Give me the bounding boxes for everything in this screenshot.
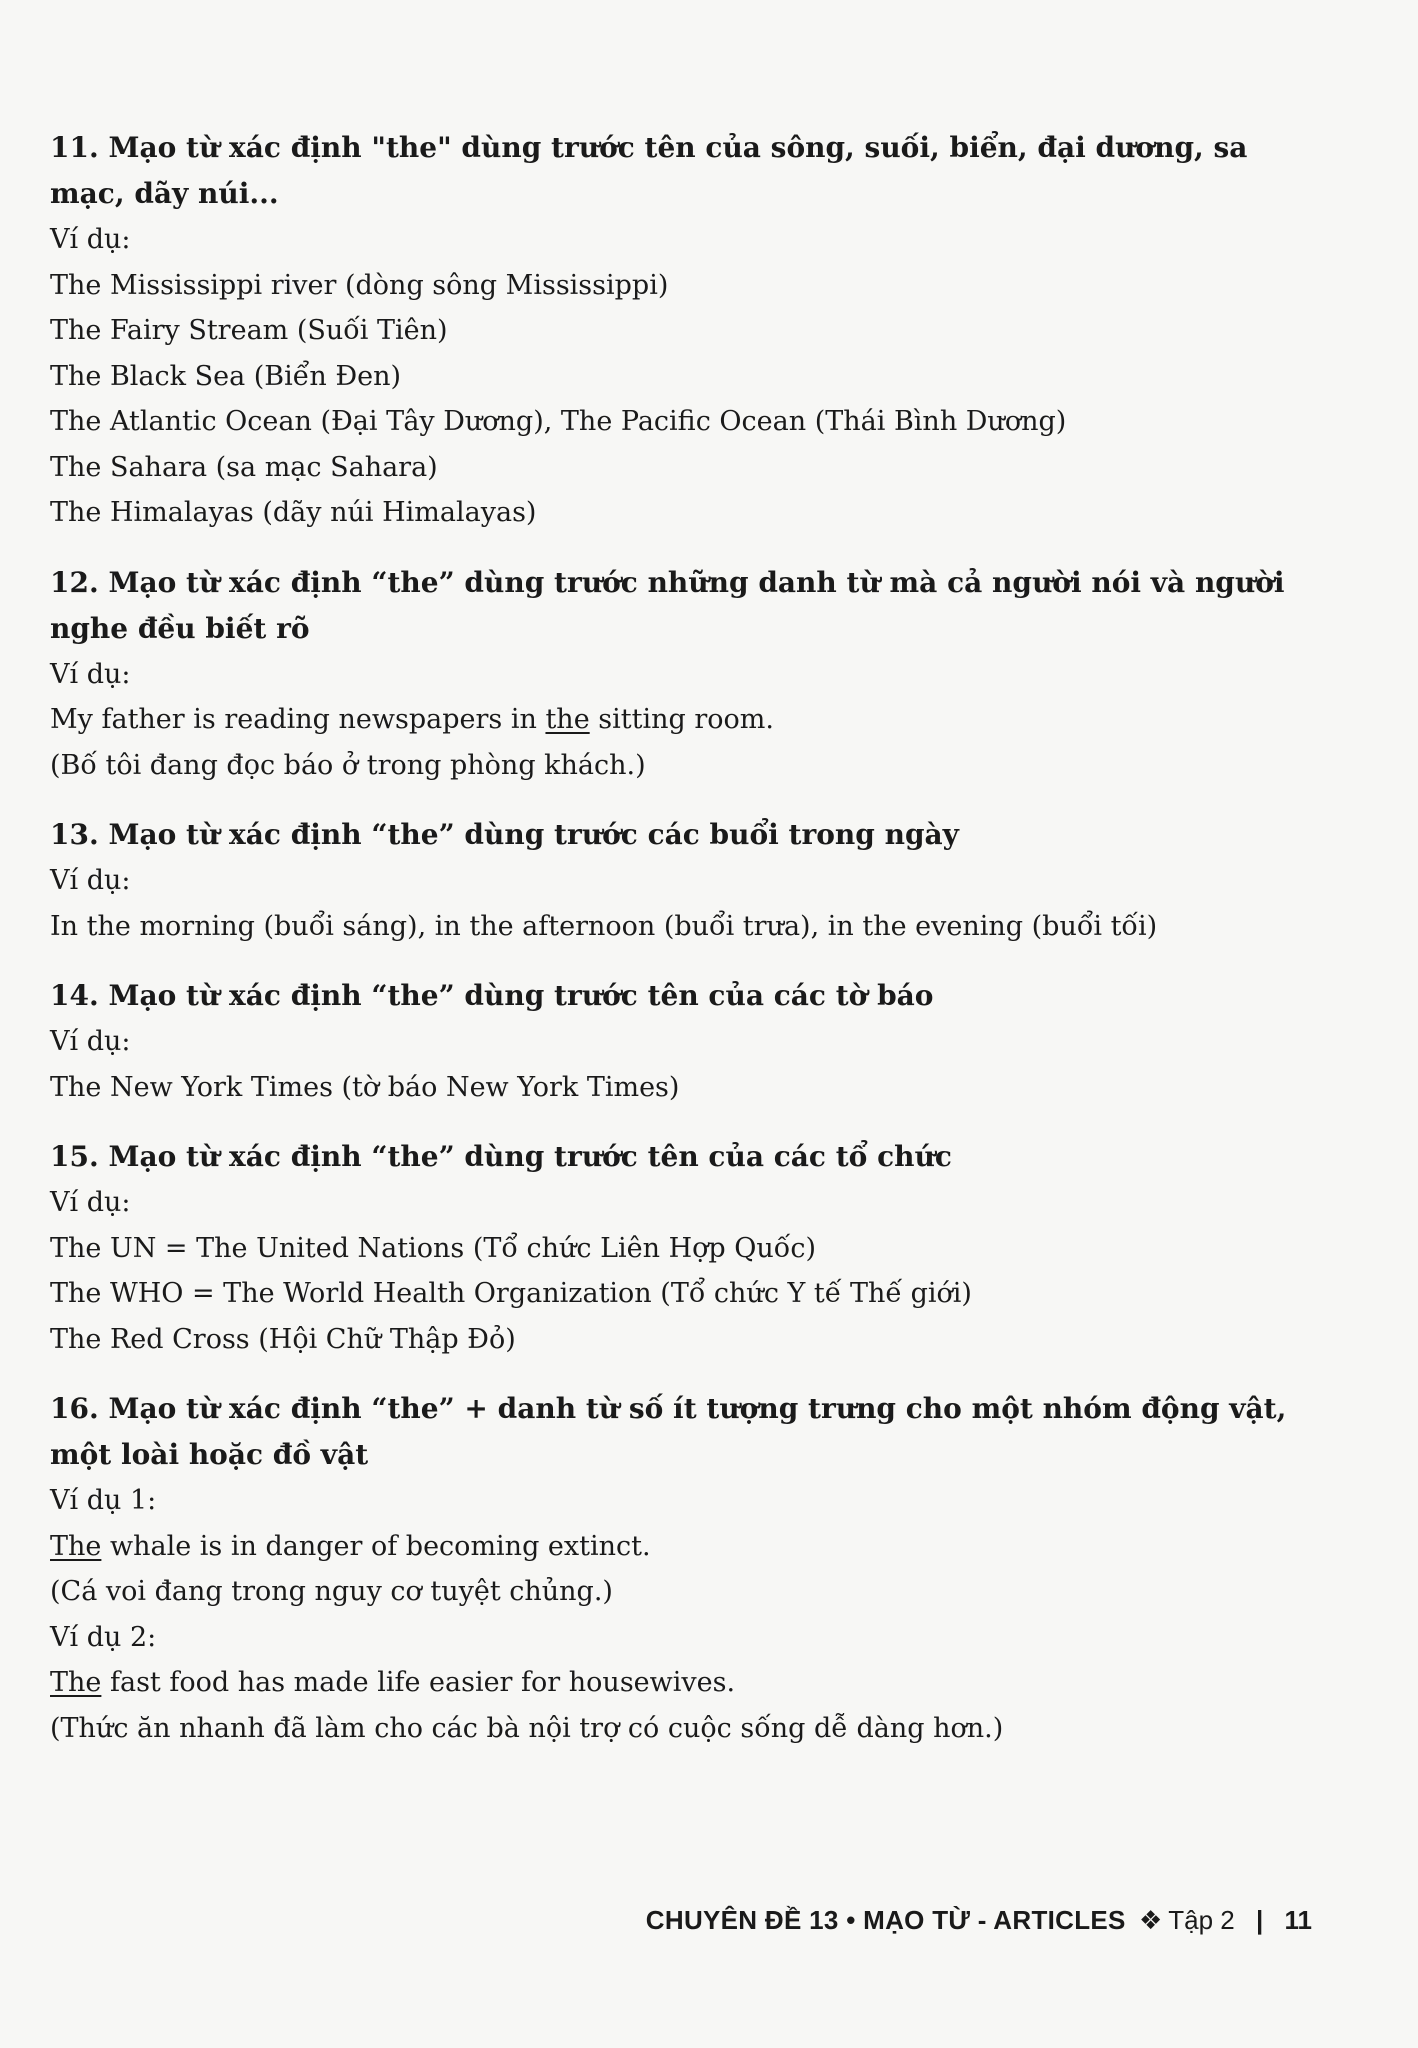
page-number: 11 (1284, 1905, 1312, 1935)
example-line: The Sahara (sa mạc Sahara) (50, 451, 438, 483)
translation-line: (Bố tôi đang đọc báo ở trong phòng khách.) (50, 749, 646, 781)
underlined-article: the (545, 704, 590, 735)
example-line: The Himalayas (dãy núi Himalayas) (50, 497, 537, 528)
section-11 (50, 125, 1330, 536)
example-line: The UN = The United Nations (Tổ chức Liên Hợp Quốc) (50, 1232, 816, 1264)
example-label: Ví dụ: (50, 224, 131, 255)
section-heading: 13. Mạo từ xác định “the” dùng trước các buổi trong ngày (50, 818, 959, 851)
example-label: Ví dụ: (50, 1187, 131, 1218)
example-label: Ví dụ 1: (50, 1485, 157, 1516)
section-14 (50, 973, 1330, 1110)
section-heading: 14. Mạo từ xác định “the” dùng trước tên của các tờ báo (50, 979, 934, 1012)
underlined-article: The (50, 1667, 102, 1698)
example-label: Ví dụ 2: (50, 1621, 157, 1653)
translation-line: (Cá voi đang trong nguy cơ tuyệt chủng.) (50, 1576, 613, 1607)
example-line: The Fairy Stream (Suối Tiên) (50, 315, 448, 346)
section-heading: 15. Mạo từ xác định “the” dùng trước tên của các tổ chức (50, 1140, 952, 1173)
volume-label: Tập 2 (1168, 1905, 1235, 1935)
chapter-title: CHUYÊN ĐỀ 13 • MẠO TỪ - ARTICLES (645, 1905, 1126, 1935)
translation-line: (Thức ăn nhanh đã làm cho các bà nội trợ có cuộc sống dễ dàng hơn.) (50, 1712, 1004, 1744)
example-label: Ví dụ: (50, 1026, 131, 1057)
section-15 (50, 1134, 1330, 1362)
example-text: My father is reading newspapers in (50, 704, 546, 735)
example-line: The Atlantic Ocean (Đại Tây Dương), The Pacific Ocean (Thái Bình Dương) (50, 406, 1067, 437)
section-12 (50, 560, 1330, 789)
section-heading: 16. Mạo từ xác định “the” + danh từ số ít tượng trưng cho một nhóm động vật, một loài hoặc đồ vật (50, 1392, 1287, 1471)
example-sentence (50, 697, 1330, 743)
underlined-article: The (50, 1530, 102, 1562)
example-line: The WHO = The World Health Organization (Tổ chức Y tế Thế giới) (50, 1278, 972, 1309)
page-content (50, 125, 1330, 1775)
example-line: The Mississippi river (dòng sông Mississippi) (50, 269, 669, 301)
example-label: Ví dụ: (50, 865, 131, 896)
diamond-separator-icon: ❖ (1138, 1905, 1163, 1935)
section-heading: 11. Mạo từ xác định "the" dùng trước tên của sông, suối, biển, đại dương, sa mạc, dãy núi... (50, 131, 1248, 210)
section-13 (50, 812, 1330, 949)
example-sentence (50, 1524, 1330, 1570)
example-line: The New York Times (tờ báo New York Times) (50, 1071, 680, 1103)
example-text: sitting room. (589, 704, 774, 735)
example-label: Ví dụ: (50, 658, 131, 690)
footer-divider: | (1255, 1905, 1264, 1935)
section-heading: 12. Mạo từ xác định “the” dùng trước những danh từ mà cả người nói và người nghe đều biết rõ (50, 565, 1285, 645)
example-text: whale is in danger of becoming extinct. (101, 1530, 651, 1562)
section-16 (50, 1386, 1330, 1751)
example-line: The Red Cross (Hội Chữ Thập Đỏ) (50, 1323, 516, 1355)
example-text: fast food has made life easier for housewives. (101, 1667, 736, 1698)
example-line: The Black Sea (Biển Đen) (50, 360, 402, 392)
example-sentence (50, 1660, 1330, 1706)
example-line: In the morning (buổi sáng), in the afternoon (buổi trưa), in the evening (buổi tối) (50, 910, 1158, 942)
page-footer (646, 1902, 1312, 1938)
